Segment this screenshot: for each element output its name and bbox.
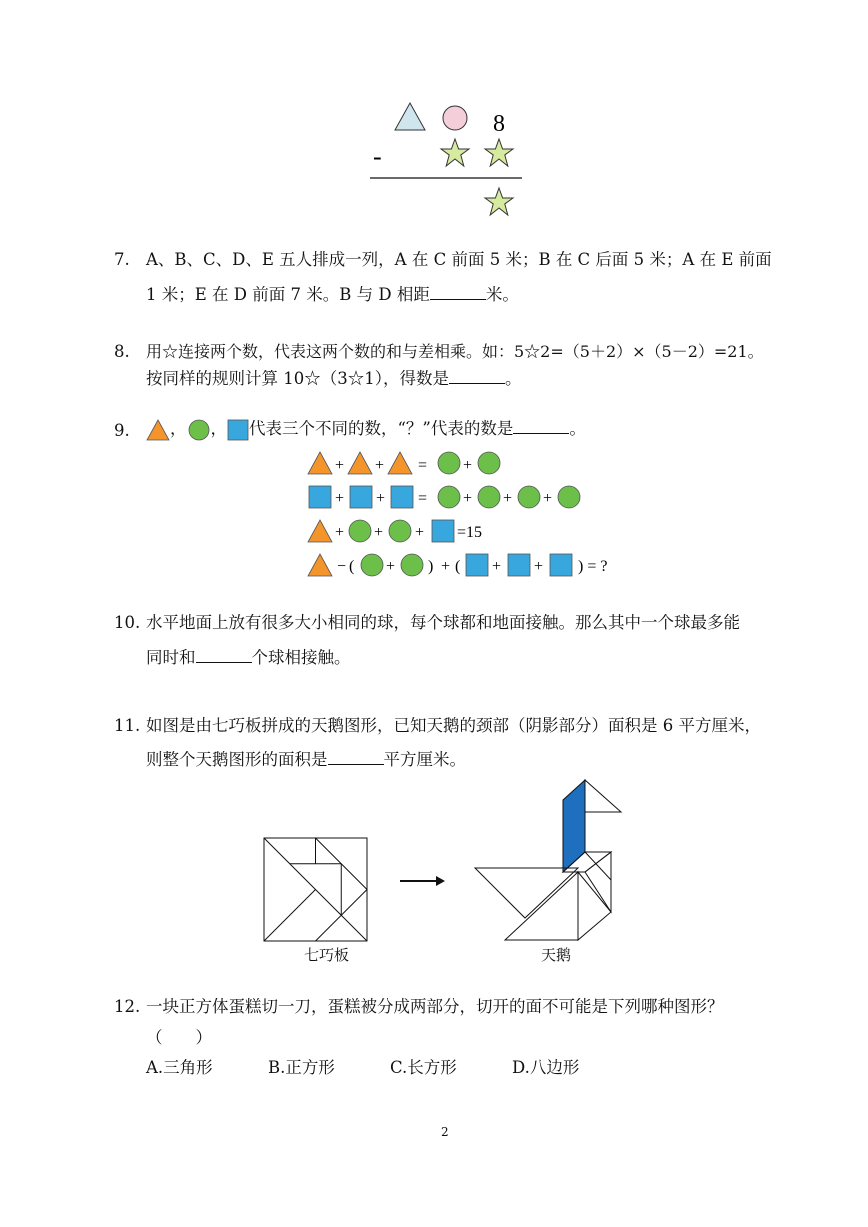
question-10-line2 (146, 647, 351, 669)
question-8-line1: 用☆连接两个数，代表这两个数的和与差相乘。如：5☆2=（5＋2）×（5－2）=21。 (146, 342, 764, 361)
circle-icon (558, 486, 580, 508)
circle-icon (443, 106, 467, 130)
question-11-line2 (146, 749, 466, 771)
question-9-line1 (146, 418, 586, 444)
answer-blank[interactable] (513, 419, 569, 434)
option-a[interactable]: A.三角形 (146, 1058, 213, 1077)
triangle-icon (308, 452, 332, 474)
circle-icon (349, 520, 371, 542)
circle-icon (478, 452, 500, 474)
answer-bracket[interactable]: （ ） (146, 1028, 212, 1047)
question-8-end: 。 (505, 369, 522, 388)
square-icon (309, 486, 331, 508)
answer-blank[interactable] (196, 648, 252, 663)
triangle-icon (308, 554, 332, 576)
shape-equations (300, 448, 630, 588)
square-icon (466, 554, 488, 576)
square-icon (350, 486, 372, 508)
equation-row-1 (308, 452, 500, 474)
equation-row-3 (308, 520, 482, 542)
question-9-number: 9. (114, 421, 130, 440)
equals-sign: = (418, 490, 428, 507)
question-7-line2 (146, 284, 519, 306)
question-9-end: 。 (569, 419, 586, 438)
plus-sign: + (441, 558, 451, 575)
question-8-text: 按同样的规则计算 10☆（3☆1），得数是 (146, 369, 449, 388)
swan-label: 天鹅 (541, 946, 572, 964)
question-7-number: 7. (114, 250, 130, 269)
option-d[interactable]: D.八边形 (512, 1058, 580, 1077)
question-10-end: 个球相接触。 (251, 648, 351, 667)
answer-blank[interactable] (430, 285, 486, 300)
plus-sign: + (463, 457, 473, 474)
left-paren: ( (349, 558, 355, 575)
question-8-number: 8. (114, 342, 130, 361)
star-icon (441, 139, 469, 166)
plus-sign: + (543, 490, 553, 507)
plus-sign: + (335, 457, 345, 474)
question-10-text: 同时和 (146, 648, 196, 667)
question-8-line2 (146, 368, 522, 390)
plus-sign: + (335, 490, 345, 507)
option-b[interactable]: B.正方形 (268, 1058, 335, 1077)
square-icon (550, 554, 572, 576)
separator: ， (210, 419, 227, 438)
circle-icon (187, 419, 211, 441)
square-icon (432, 520, 454, 542)
question-12-line1: 一块正方体蛋糕切一刀，蛋糕被分成两部分，切开的面不可能是下列哪种图形？ (146, 997, 724, 1016)
question-11-text: 则整个天鹅图形的面积是 (146, 750, 328, 769)
swan-neck (563, 780, 585, 872)
question-11-number: 11. (114, 716, 141, 735)
plus-sign: + (375, 457, 385, 474)
swan-figure (470, 778, 630, 944)
triangle-icon (348, 452, 372, 474)
separator: ， (170, 419, 187, 438)
circle-icon (401, 554, 423, 576)
circle-icon (361, 554, 383, 576)
left-paren: ( (455, 558, 461, 575)
answer-blank[interactable] (449, 369, 505, 384)
question-10-number: 10. (114, 613, 141, 632)
right-paren: ) (428, 558, 434, 575)
equation-row-4 (308, 554, 607, 576)
answer-blank[interactable] (328, 750, 384, 765)
page-number: 2 (441, 1125, 449, 1139)
plus-sign: + (386, 558, 396, 575)
tangram-label: 七巧板 (304, 946, 350, 964)
square-icon (508, 554, 530, 576)
square-icon (391, 486, 413, 508)
circle-icon (518, 486, 540, 508)
triangle-icon (308, 520, 332, 542)
circle-icon (438, 452, 460, 474)
plus-sign: + (534, 558, 544, 575)
equation-tail: ) = ? (578, 558, 608, 575)
equals-sign: = (418, 457, 428, 474)
plus-sign: + (503, 490, 513, 507)
question-7-text: 1 米；E 在 D 前面 7 米。B 与 D 相距 (146, 285, 430, 304)
equals-fifteen: =15 (457, 524, 483, 541)
question-12-number: 12. (114, 997, 141, 1016)
triangle-icon (146, 419, 170, 441)
square-icon (227, 419, 249, 441)
star-icon (485, 188, 513, 215)
triangle-icon (388, 452, 412, 474)
plus-sign: + (492, 558, 502, 575)
circle-icon (478, 486, 500, 508)
question-11-unit: 平方厘米。 (383, 750, 466, 769)
question-11-line1: 如图是由七巧板拼成的天鹅图形，已知天鹅的颈部（阴影部分）面积是 6 平方厘米， (146, 716, 761, 735)
tangram-figure (262, 836, 370, 944)
plus-sign: + (335, 524, 345, 541)
digit-eight: 8 (493, 111, 505, 137)
subtraction-puzzle (355, 95, 535, 225)
arrow-right-icon (398, 874, 448, 888)
triangle-icon (395, 103, 425, 130)
question-10-line1: 水平地面上放有很多大小相同的球，每个球都和地面接触。那么其中一个球最多能 (146, 613, 740, 632)
question-7-line1: A、B、C、D、E 五人排成一列，A 在 C 前面 5 米；B 在 C 后面 5 米；A 在 E 前面 (146, 250, 772, 269)
star-icon (485, 139, 513, 166)
minus-sign: − (337, 558, 347, 575)
question-9-text: 代表三个不同的数，“？”代表的数是 (249, 419, 514, 438)
circle-icon (438, 486, 460, 508)
circle-icon (389, 520, 411, 542)
plus-sign: + (415, 524, 425, 541)
plus-sign: + (374, 524, 384, 541)
equation-row-2 (309, 486, 580, 508)
plus-sign: + (376, 490, 386, 507)
option-c[interactable]: C.长方形 (390, 1058, 457, 1077)
question-7-unit: 米。 (485, 285, 519, 304)
plus-sign: + (463, 490, 473, 507)
minus-sign: - (373, 142, 382, 171)
